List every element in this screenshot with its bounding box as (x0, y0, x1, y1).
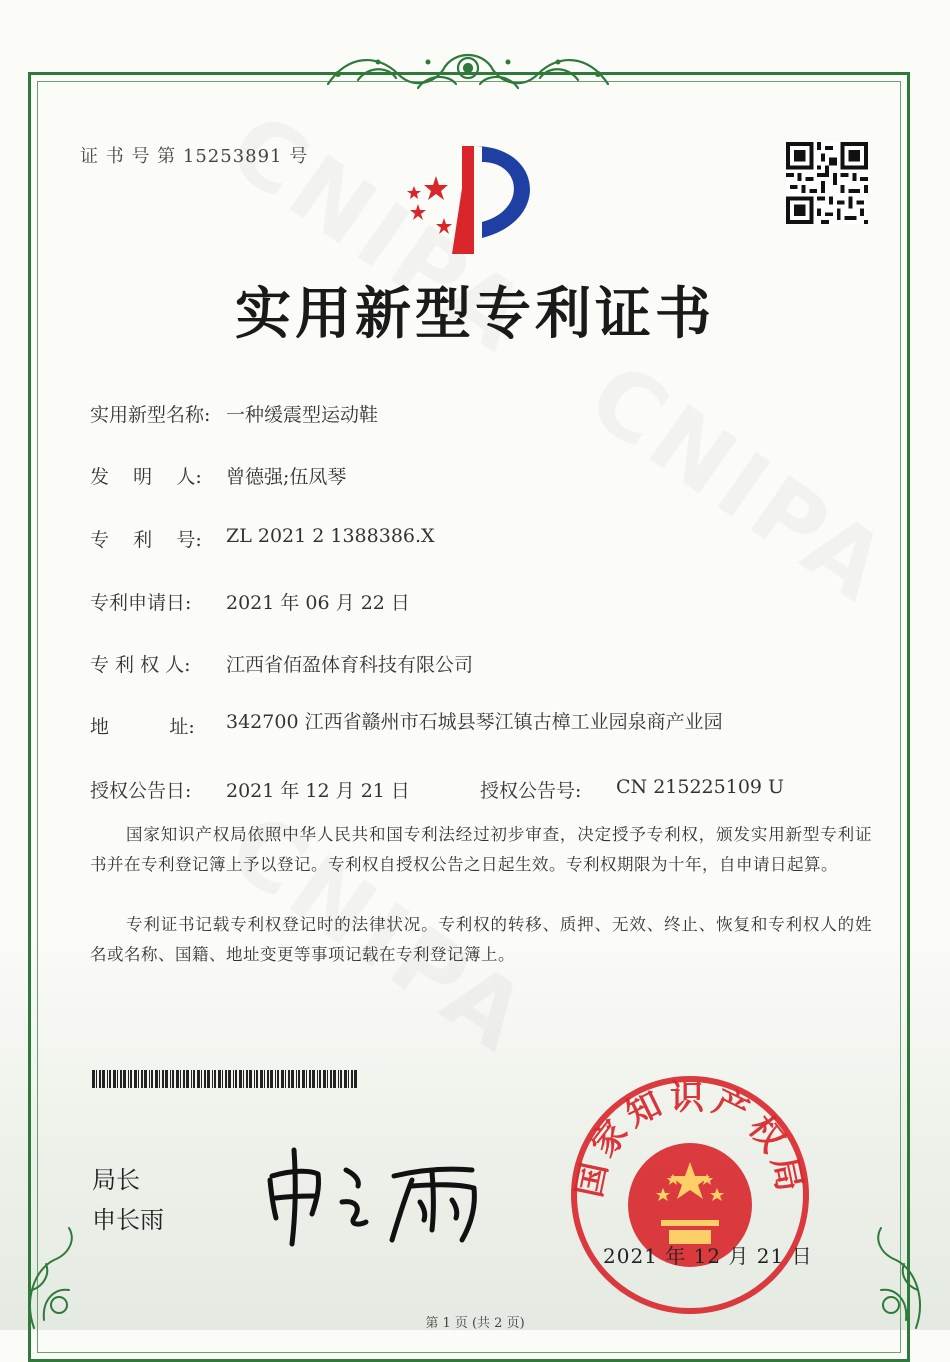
legal-paragraph: 国家知识产权局依照中华人民共和国专利法经过初步审查，决定授予专利权，颁发实用新型专利证书并在专利登记簿上予以登记。专利权自授权公告之日起生效。专利权期限为十年，自申请日起算。 (90, 825, 872, 874)
field-label: 授权公告日: (90, 780, 192, 802)
field-utility-name (90, 400, 378, 427)
qr-code-icon[interactable] (786, 142, 868, 224)
field-patent-number (90, 525, 435, 552)
field-value: 曾德强;伍凤琴 (226, 466, 347, 488)
cnipa-logo-icon (392, 142, 552, 262)
certificate-title: 实用新型专利证书 (235, 281, 715, 347)
field-application-date (90, 588, 410, 615)
field-address (90, 712, 736, 739)
director-name: 申长雨 (92, 1206, 164, 1234)
seal-date: 2021 年 12 月 21 日 (603, 1244, 813, 1268)
field-inventor (90, 462, 346, 489)
seal-text: 国家知识产权局 (569, 1078, 811, 1201)
field-label: 专 利 权 人: (90, 654, 191, 676)
field-patentee (90, 650, 473, 677)
field-label: 授权公告号: (480, 780, 582, 802)
field-label: 地 址: (90, 716, 195, 738)
field-value: 2021 年 12 月 21 日 (226, 780, 410, 802)
certificate-number: 证 书 号 第 15253891 号 (80, 146, 309, 167)
legal-paragraph: 专利证书记载专利权登记时的法律状况。专利权的转移、质押、无效、终止、恢复和专利权人的姓名或名称、国籍、地址变更等事项记载在专利登记簿上。 (90, 915, 872, 964)
field-label: 专利申请日: (90, 592, 192, 614)
field-label: 实用新型名称: (90, 404, 211, 426)
field-label: 专 利 号: (90, 529, 202, 551)
director-title: 局长 (92, 1166, 140, 1194)
field-label: 发 明 人: (90, 466, 202, 488)
page-indicator: 第 1 页 (共 2 页) (425, 1316, 525, 1331)
field-value: 342700 江西省赣州市石城县琴江镇古樟工业园泉商产业园 (226, 711, 723, 733)
signature-icon (262, 1140, 492, 1250)
official-seal-icon (565, 1070, 815, 1320)
field-value: 江西省佰盈体育科技有限公司 (226, 654, 474, 676)
top-ornament-icon (318, 44, 618, 96)
field-value: 2021 年 06 月 22 日 (226, 592, 410, 614)
field-value: 一种缓震型运动鞋 (226, 404, 379, 426)
field-value: CN 215225109 U (616, 776, 785, 798)
field-value: ZL 2021 2 1388386.X (226, 525, 435, 547)
barcode-icon (92, 1070, 358, 1088)
field-announcement (90, 776, 784, 803)
